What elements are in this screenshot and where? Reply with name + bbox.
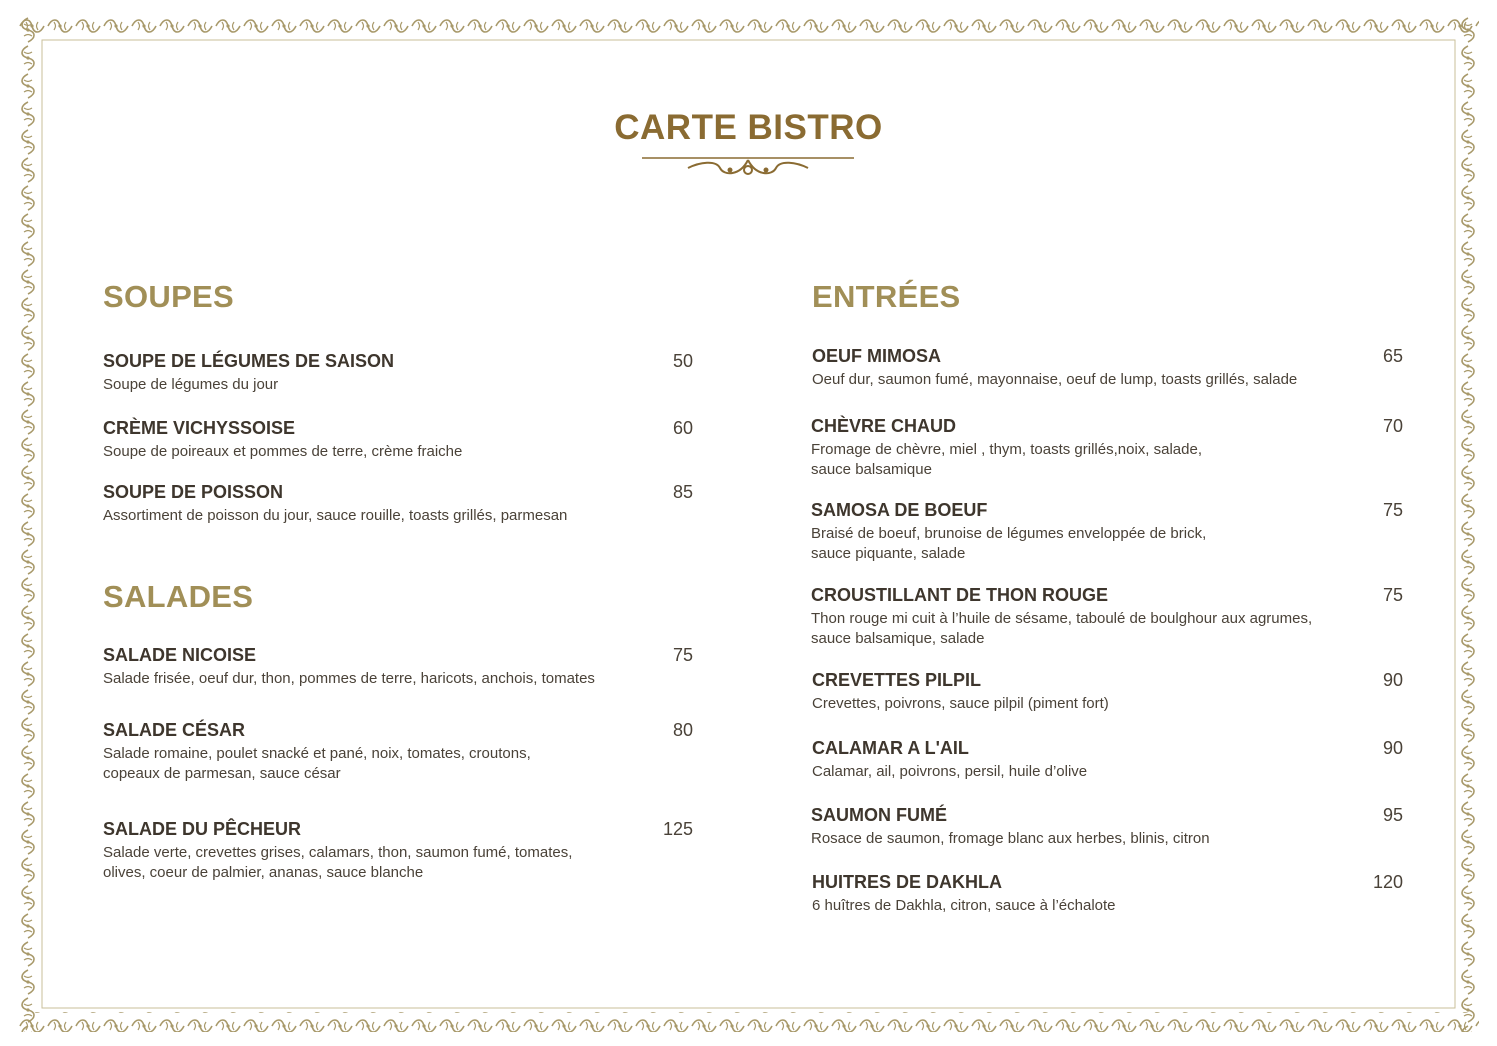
item-name: SALADE DU PÊCHEUR (103, 819, 302, 839)
item-name: SALADE NICOISE (103, 645, 257, 665)
menu-item (103, 818, 703, 883)
item-name: CRÈME VICHYSSOISE (103, 418, 296, 438)
item-price: 75 (672, 645, 693, 665)
item-description: Soupe de poireaux et pommes de terre, crème fraiche (103, 443, 463, 460)
section-title-entrees: ENTRÉES (812, 279, 961, 314)
item-description: Calamar, ail, poivrons, persil, huile d’olive (812, 763, 1088, 780)
item-name: HUITRES DE DAKHLA (812, 872, 1003, 892)
item-price: 80 (672, 720, 693, 740)
item-price: 90 (1382, 670, 1403, 690)
section-title-salades: SALADES (103, 579, 254, 614)
item-name: SAMOSA DE BOEUF (811, 500, 988, 520)
item-description: Fromage de chèvre, miel , thym, toasts grillés,noix, salade, sauce balsamique (811, 441, 1202, 478)
item-price: 70 (1382, 416, 1403, 436)
item-price: 75 (1382, 585, 1403, 605)
item-name: SOUPE DE POISSON (103, 482, 284, 502)
menu-item (811, 415, 1371, 480)
menu-item (812, 345, 1372, 390)
item-name: SALADE CÉSAR (103, 720, 246, 740)
item-price: 125 (662, 819, 693, 839)
item-price: 75 (1382, 500, 1403, 520)
menu-item (812, 669, 1372, 714)
item-description: Crevettes, poivrons, sauce pilpil (piment fort) (812, 695, 1109, 712)
item-description: Salade verte, crevettes grises, calamars, thon, saumon fumé, tomates, olives, coeur de palmier, ananas, sauce blanche (103, 844, 573, 881)
item-description: Rosace de saumon, fromage blanc aux herbes, blinis, citron (811, 830, 1210, 847)
item-name: CREVETTES PILPIL (812, 670, 982, 690)
title-flourish-ornament (640, 152, 856, 184)
menu-item (812, 871, 1372, 916)
section-title-soupes: SOUPES (103, 279, 235, 314)
menu-item (812, 737, 1372, 782)
menu-item (103, 719, 703, 784)
item-price: 50 (672, 351, 693, 371)
item-description: Assortiment de poisson du jour, sauce rouille, toasts grillés, parmesan (103, 507, 568, 524)
item-description: Braisé de boeuf, brunoise de légumes enveloppée de brick, sauce piquante, salade (811, 525, 1207, 562)
item-price: 90 (1382, 738, 1403, 758)
item-name: CALAMAR A L'AIL (812, 738, 969, 758)
item-name: SAUMON FUMÉ (811, 805, 947, 825)
item-price: 95 (1382, 805, 1403, 825)
item-description: Salade frisée, oeuf dur, thon, pommes de terre, haricots, anchois, tomates (103, 670, 595, 687)
item-name: CROUSTILLANT DE THON ROUGE (811, 585, 1108, 605)
item-price: 65 (1382, 346, 1403, 366)
item-description: Oeuf dur, saumon fumé, mayonnaise, oeuf de lump, toasts grillés, salade (812, 371, 1298, 388)
item-description: Soupe de légumes du jour (103, 376, 279, 393)
item-description: 6 huîtres de Dakhla, citron, sauce à l’échalote (812, 897, 1116, 914)
item-description: Thon rouge mi cuit à l’huile de sésame, taboulé de boulghour aux agrumes, sauce balsamique, salade (811, 610, 1313, 647)
menu-item (811, 584, 1371, 649)
item-price: 60 (672, 418, 693, 438)
menu-item (811, 804, 1371, 849)
page-title: CARTE BISTRO (614, 108, 883, 147)
menu-item (103, 350, 703, 395)
item-price: 85 (672, 482, 693, 502)
menu-item (103, 417, 703, 462)
item-name: OEUF MIMOSA (812, 346, 941, 366)
item-description: Salade romaine, poulet snacké et pané, noix, tomates, croutons, copeaux de parmesan, sauce césar (103, 745, 531, 782)
item-price: 120 (1372, 872, 1403, 892)
item-name: SOUPE DE LÉGUMES DE SAISON (103, 351, 395, 371)
menu-item (103, 644, 703, 689)
menu-item (811, 499, 1371, 564)
item-name: CHÈVRE CHAUD (811, 416, 957, 436)
menu-item (103, 481, 703, 526)
